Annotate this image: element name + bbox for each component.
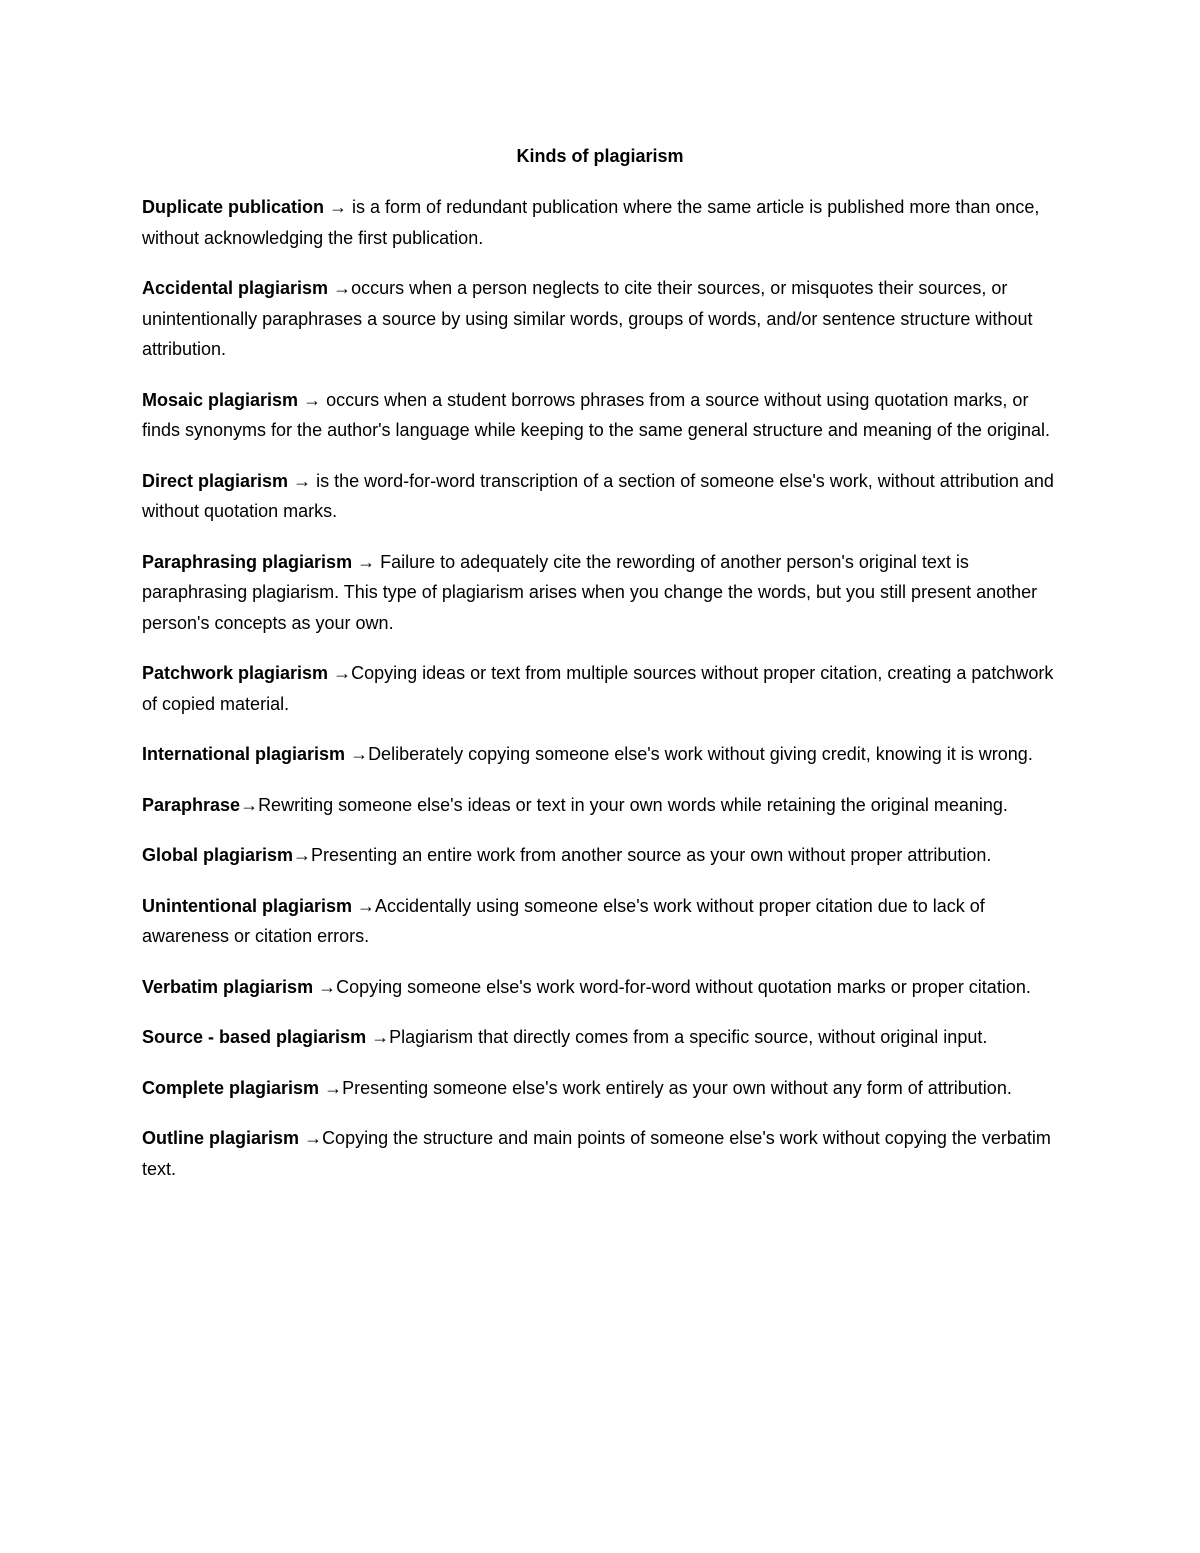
term-label: Direct plagiarism (142, 470, 289, 491)
term-label: Source - based plagiarism (142, 1027, 367, 1047)
arrow-right-icon: → (318, 976, 337, 997)
term-label: Verbatim plagiarism (142, 976, 314, 997)
definition-entry (142, 972, 1064, 1003)
definition-text: Copying ideas or text from multiple sources without proper citation, creating a patchwork of copied material. (142, 663, 1054, 714)
definition-entry (142, 840, 1064, 871)
arrow-right-icon: → (350, 744, 369, 764)
definition-entry (142, 658, 1064, 719)
arrow-right-icon: → (293, 845, 312, 865)
definition-text: is the word-for-word transcription of a section of someone else's work, without attribution and without quotation marks. (142, 470, 1054, 521)
definition-entry (142, 1073, 1064, 1104)
definition-text: is a form of redundant publication where the same article is published more than once, without acknowledging the first publication. (142, 197, 1040, 248)
arrow-right-icon: → (303, 389, 322, 410)
definition-entry (142, 192, 1064, 253)
term-label: Paraphrasing plagiarism (142, 551, 353, 572)
definition-text: Copying someone else's work word-for-word without quotation marks or proper citation. (336, 976, 1031, 997)
definition-entry (142, 273, 1064, 365)
entries-list (142, 192, 1064, 1204)
definition-entry (142, 547, 1064, 639)
arrow-right-icon: → (293, 470, 312, 491)
arrow-right-icon: → (304, 1128, 323, 1148)
arrow-right-icon: → (329, 197, 348, 217)
definition-entry (142, 385, 1064, 446)
term-label: Global plagiarism (142, 845, 294, 865)
definition-text: Presenting someone else's work entirely as your own without any form of attribution. (342, 1077, 1012, 1098)
term-label: International plagiarism (142, 744, 346, 764)
definition-entry (142, 1123, 1064, 1184)
arrow-right-icon: → (357, 895, 376, 916)
page-title: Kinds of plagiarism (516, 146, 684, 166)
definition-entry (142, 1022, 1064, 1053)
definition-text: occurs when a student borrows phrases from a source without using quotation marks, or finds synonyms for the author's language while keeping to the same general structure and meaning of the original. (142, 389, 1050, 440)
definition-entry (142, 739, 1064, 770)
arrow-right-icon: → (371, 1027, 390, 1047)
definition-text: Deliberately copying someone else's work without giving credit, knowing it is wrong. (368, 744, 1033, 764)
definition-entry (142, 466, 1064, 527)
definition-entry (142, 891, 1064, 952)
arrow-right-icon: → (357, 551, 376, 572)
term-label: Outline plagiarism (142, 1128, 300, 1148)
term-label: Unintentional plagiarism (142, 895, 353, 916)
definition-text: occurs when a person neglects to cite their sources, or misquotes their sources, or unintentionally paraphrases a source by using similar words, groups of words, and/or sentence structure without attribution. (142, 278, 1033, 359)
term-label: Paraphrase (142, 794, 241, 815)
definition-text: Plagiarism that directly comes from a specific source, without original input. (389, 1027, 988, 1047)
term-label: Duplicate publication (142, 197, 325, 217)
term-label: Complete plagiarism (142, 1077, 320, 1098)
definition-text: Accidentally using someone else's work without proper citation due to lack of awareness or citation errors. (142, 895, 985, 946)
term-label: Accidental plagiarism (142, 278, 329, 298)
definition-entry (142, 790, 1064, 821)
arrow-right-icon: → (333, 278, 352, 298)
arrow-right-icon: → (324, 1077, 343, 1098)
definition-text: Failure to adequately cite the rewording of another person's original text is paraphrasing plagiarism. This type of plagiarism arises when you change the words, but you still present another person's concepts as your own. (142, 551, 1038, 633)
term-label: Mosaic plagiarism (142, 389, 299, 410)
definition-text: Presenting an entire work from another source as your own without proper attribution. (311, 845, 992, 865)
arrow-right-icon: → (240, 794, 259, 815)
definition-text: Rewriting someone else's ideas or text in your own words while retaining the original meaning. (258, 794, 1008, 815)
definition-text: Copying the structure and main points of someone else's work without copying the verbatim text. (142, 1128, 1051, 1179)
arrow-right-icon: → (333, 663, 352, 683)
term-label: Patchwork plagiarism (142, 663, 329, 683)
